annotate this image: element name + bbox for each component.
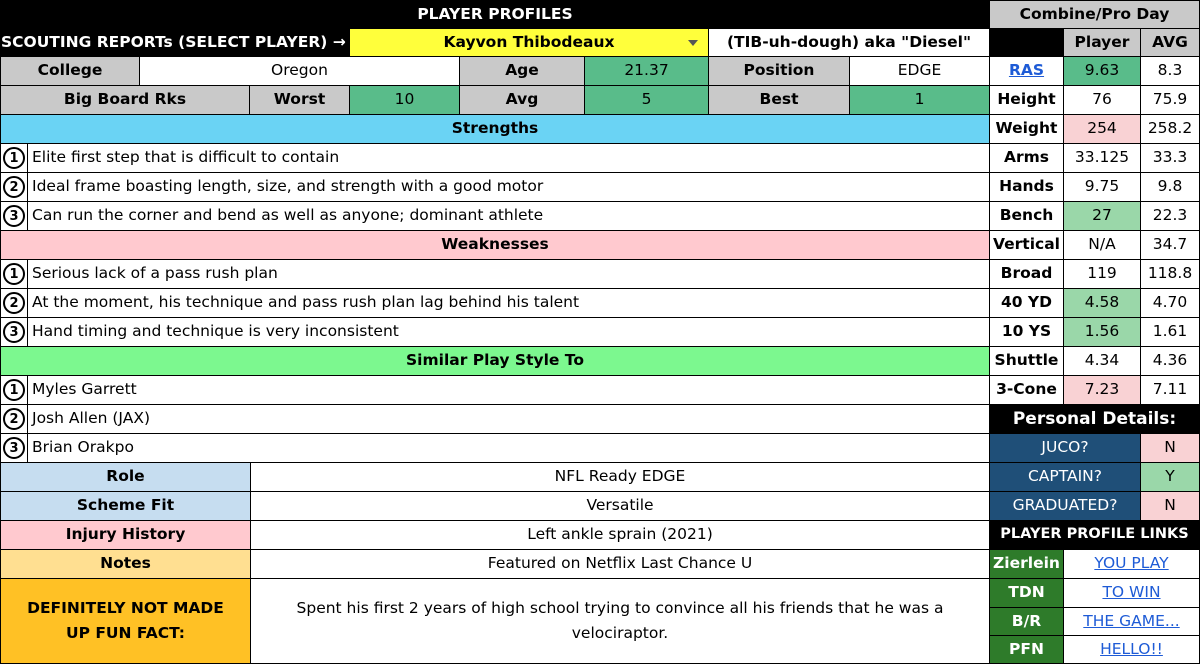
personal-value: Y <box>1140 462 1200 492</box>
age-label: Age <box>459 56 585 86</box>
similar-number-2 <box>0 404 28 434</box>
combine-row-label: Height <box>989 85 1064 115</box>
weakness-item: Hand timing and technique is very inconsistent <box>27 317 990 347</box>
strength-item: Elite first step that is difficult to contain <box>27 143 990 173</box>
circled-number-icon: 2 <box>3 408 25 430</box>
similar-header: Similar Play Style To <box>0 346 990 376</box>
strength-number-1 <box>0 143 28 173</box>
circled-number-icon: 1 <box>3 379 25 401</box>
combine-row-label: Vertical <box>989 230 1064 260</box>
similar-number-1 <box>0 375 28 405</box>
combine-row-label: Weight <box>989 114 1064 144</box>
big-board-label: Big Board Rks <box>0 85 250 115</box>
combine-player-value: 76 <box>1063 85 1141 115</box>
similar-item: Josh Allen (JAX) <box>27 404 990 434</box>
similar-number-3 <box>0 433 28 463</box>
combine-player-value: 4.58 <box>1063 288 1141 318</box>
weakness-item: Serious lack of a pass rush plan <box>27 259 990 289</box>
combine-player-value: 4.34 <box>1063 346 1141 376</box>
similar-item: Myles Garrett <box>27 375 990 405</box>
combine-player-value: 254 <box>1063 114 1141 144</box>
circled-number-icon: 1 <box>3 147 25 169</box>
circled-number-icon: 3 <box>3 437 25 459</box>
injury-value: Left ankle sprain (2021) <box>250 520 990 550</box>
combine-row-label: Broad <box>989 259 1064 289</box>
weakness-item: At the moment, his technique and pass rush plan lag behind his talent <box>27 288 990 318</box>
combine-avg-value: 75.9 <box>1140 85 1200 115</box>
profile-link[interactable]: YOU PLAY <box>1094 554 1169 573</box>
combine-avg-value: 34.7 <box>1140 230 1200 260</box>
player-select[interactable] <box>349 28 709 57</box>
avg-value: 5 <box>584 85 709 115</box>
role-label: Role <box>0 462 251 492</box>
combine-player-value: 9.75 <box>1063 172 1141 202</box>
combine-avg-value: 4.70 <box>1140 288 1200 318</box>
combine-avg-value: 118.8 <box>1140 259 1200 289</box>
circled-number-icon: 3 <box>3 205 25 227</box>
scheme-label: Scheme Fit <box>0 491 251 521</box>
combine-player-value: N/A <box>1063 230 1141 260</box>
profile-link[interactable]: TO WIN <box>1102 583 1161 602</box>
weakness-number-3 <box>0 317 28 347</box>
page-title: PLAYER PROFILES <box>0 0 990 29</box>
fun-fact-value: Spent his first 2 years of high school trying to convince all his friends that he was a velociraptor. <box>250 578 990 664</box>
worst-value: 10 <box>349 85 460 115</box>
combine-player-value: 33.125 <box>1063 143 1141 173</box>
role-value: NFL Ready EDGE <box>250 462 990 492</box>
best-value: 1 <box>849 85 990 115</box>
combine-avg-value: 258.2 <box>1140 114 1200 144</box>
combine-avg-value: 8.3 <box>1140 56 1200 86</box>
link-source: Zierlein <box>989 549 1064 579</box>
personal-label: JUCO? <box>989 433 1141 463</box>
combine-player-value: 1.56 <box>1063 317 1141 347</box>
circled-number-icon: 3 <box>3 321 25 343</box>
profile-link[interactable]: THE GAME... <box>1083 611 1180 630</box>
personal-details-title: Personal Details: <box>989 404 1200 434</box>
age-value: 21.37 <box>584 56 709 86</box>
personal-label: GRADUATED? <box>989 491 1141 521</box>
strength-number-2 <box>0 172 28 202</box>
college-label: College <box>0 56 140 86</box>
combine-row-label: Bench <box>989 201 1064 231</box>
combine-row-label: 40 YD <box>989 288 1064 318</box>
notes-label: Notes <box>0 549 251 579</box>
combine-player-value: 119 <box>1063 259 1141 289</box>
profile-link[interactable]: HELLO!! <box>1100 639 1163 658</box>
profile-link-cell[interactable] <box>1063 578 1200 608</box>
combine-avg-col: AVG <box>1140 28 1200 57</box>
best-label: Best <box>708 85 850 115</box>
combine-avg-value: 7.11 <box>1140 375 1200 405</box>
circled-number-icon: 2 <box>3 176 25 198</box>
link-source: TDN <box>989 578 1064 608</box>
combine-player-value: 9.63 <box>1063 56 1141 86</box>
strength-item: Ideal frame boasting length, size, and strength with a good motor <box>27 172 990 202</box>
combine-avg-value: 9.8 <box>1140 172 1200 202</box>
combine-avg-value: 1.61 <box>1140 317 1200 347</box>
college-value: Oregon <box>139 56 460 86</box>
combine-row-label: Arms <box>989 143 1064 173</box>
weakness-number-2 <box>0 288 28 318</box>
ras-link[interactable]: RAS <box>1008 61 1045 80</box>
similar-item: Brian Orakpo <box>27 433 990 463</box>
combine-row-label: 3-Cone <box>989 375 1064 405</box>
link-source: B/R <box>989 607 1064 636</box>
combine-player-col: Player <box>1063 28 1141 57</box>
circled-number-icon: 1 <box>3 263 25 285</box>
combine-player-value: 27 <box>1063 201 1141 231</box>
combine-header-blank <box>989 28 1064 57</box>
weakness-number-1 <box>0 259 28 289</box>
combine-row-label: Hands <box>989 172 1064 202</box>
personal-value: N <box>1140 491 1200 521</box>
scheme-value: Versatile <box>250 491 990 521</box>
combine-row-label[interactable] <box>989 56 1064 86</box>
circled-number-icon: 2 <box>3 292 25 314</box>
chevron-down-icon[interactable] <box>688 40 698 46</box>
combine-row-label: Shuttle <box>989 346 1064 376</box>
position-label: Position <box>708 56 850 86</box>
combine-avg-value: 33.3 <box>1140 143 1200 173</box>
injury-label: Injury History <box>0 520 251 550</box>
position-value: EDGE <box>849 56 990 86</box>
strengths-header: Strengths <box>0 114 990 144</box>
personal-label: CAPTAIN? <box>989 462 1141 492</box>
strength-item: Can run the corner and bend as well as anyone; dominant athlete <box>27 201 990 231</box>
fun-fact-label: DEFINITELY NOT MADE UP FUN FACT: <box>0 578 251 664</box>
profile-links-title: PLAYER PROFILE LINKS <box>989 520 1200 550</box>
combine-player-value: 7.23 <box>1063 375 1141 405</box>
profile-link-cell[interactable] <box>1063 607 1200 636</box>
combine-avg-value: 4.36 <box>1140 346 1200 376</box>
profile-link-cell[interactable] <box>1063 635 1200 664</box>
combine-title: Combine/Pro Day <box>989 0 1200 29</box>
link-source: PFN <box>989 635 1064 664</box>
player-name: Kayvon Thibodeaux <box>443 32 615 51</box>
notes-value: Featured on Netflix Last Chance U <box>250 549 990 579</box>
profile-link-cell[interactable] <box>1063 549 1200 579</box>
strength-number-3 <box>0 201 28 231</box>
avg-label: Avg <box>459 85 585 115</box>
combine-avg-value: 22.3 <box>1140 201 1200 231</box>
select-player-label: SCOUTING REPORTs (SELECT PLAYER) → <box>0 28 350 57</box>
pronunciation: (TIB-uh-dough) aka "Diesel" <box>708 28 990 57</box>
personal-value: N <box>1140 433 1200 463</box>
combine-row-label: 10 YS <box>989 317 1064 347</box>
worst-label: Worst <box>249 85 350 115</box>
weaknesses-header: Weaknesses <box>0 230 990 260</box>
